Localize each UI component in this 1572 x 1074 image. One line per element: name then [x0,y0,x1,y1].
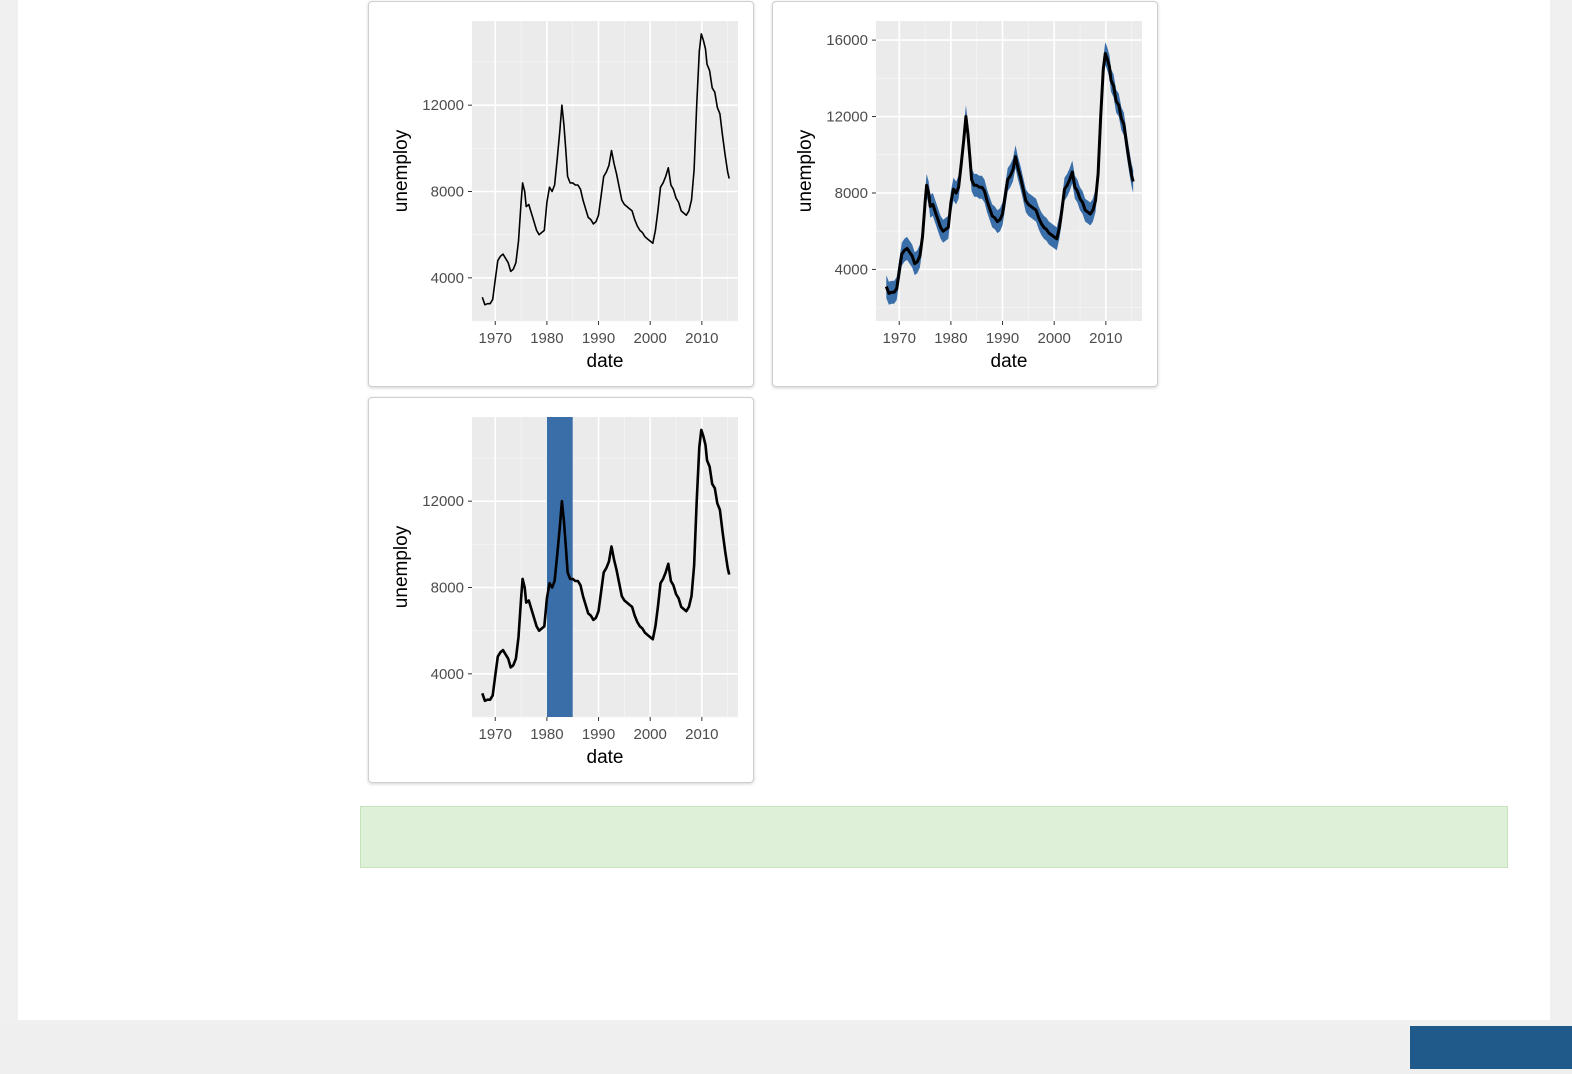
x-axis-title: date [990,351,1028,372]
line-chart-highlight [369,398,755,784]
plot-card-3 [368,397,754,783]
y-tick-label: 8000 [834,184,868,202]
y-axis-title: unemploy [391,525,412,609]
x-tick-label: 1990 [985,330,1020,347]
x-tick-label: 2000 [633,726,667,743]
line-chart-plain [369,2,755,388]
footer-bar [0,1026,1572,1074]
y-tick-label: 4000 [430,665,464,683]
y-tick-label: 12000 [826,108,868,126]
x-axis-title: date [586,747,624,768]
x-tick-label: 1970 [882,330,916,347]
x-tick-label: 1990 [581,330,616,347]
line-chart-ribbon [773,2,1159,388]
x-tick-label: 1970 [478,726,512,743]
plot-card-1 [368,1,754,387]
y-tick-label: 12000 [422,97,464,115]
y-tick-label: 16000 [826,32,868,50]
x-tick-label: 1980 [530,330,564,347]
y-tick-label: 4000 [834,261,868,279]
footer-accent-block[interactable] [1410,1026,1572,1069]
x-tick-label: 2010 [1089,330,1123,347]
x-tick-label: 2000 [633,330,667,347]
x-tick-label: 2010 [685,330,719,347]
y-axis-title: unemploy [391,129,412,213]
y-axis-title: unemploy [795,129,816,213]
x-tick-label: 1980 [934,330,968,347]
x-tick-label: 2010 [685,726,719,743]
x-tick-label: 2000 [1037,330,1071,347]
x-axis-title: date [586,351,624,372]
y-tick-label: 4000 [430,269,464,287]
plot-card-2 [772,1,1158,387]
y-tick-label: 8000 [430,579,464,597]
x-tick-label: 1990 [581,726,616,743]
y-tick-label: 8000 [430,183,464,201]
x-tick-label: 1970 [478,330,512,347]
x-tick-label: 1980 [530,726,564,743]
highlight-band [547,417,573,717]
y-tick-label: 12000 [422,493,464,511]
success-notice [360,806,1508,868]
